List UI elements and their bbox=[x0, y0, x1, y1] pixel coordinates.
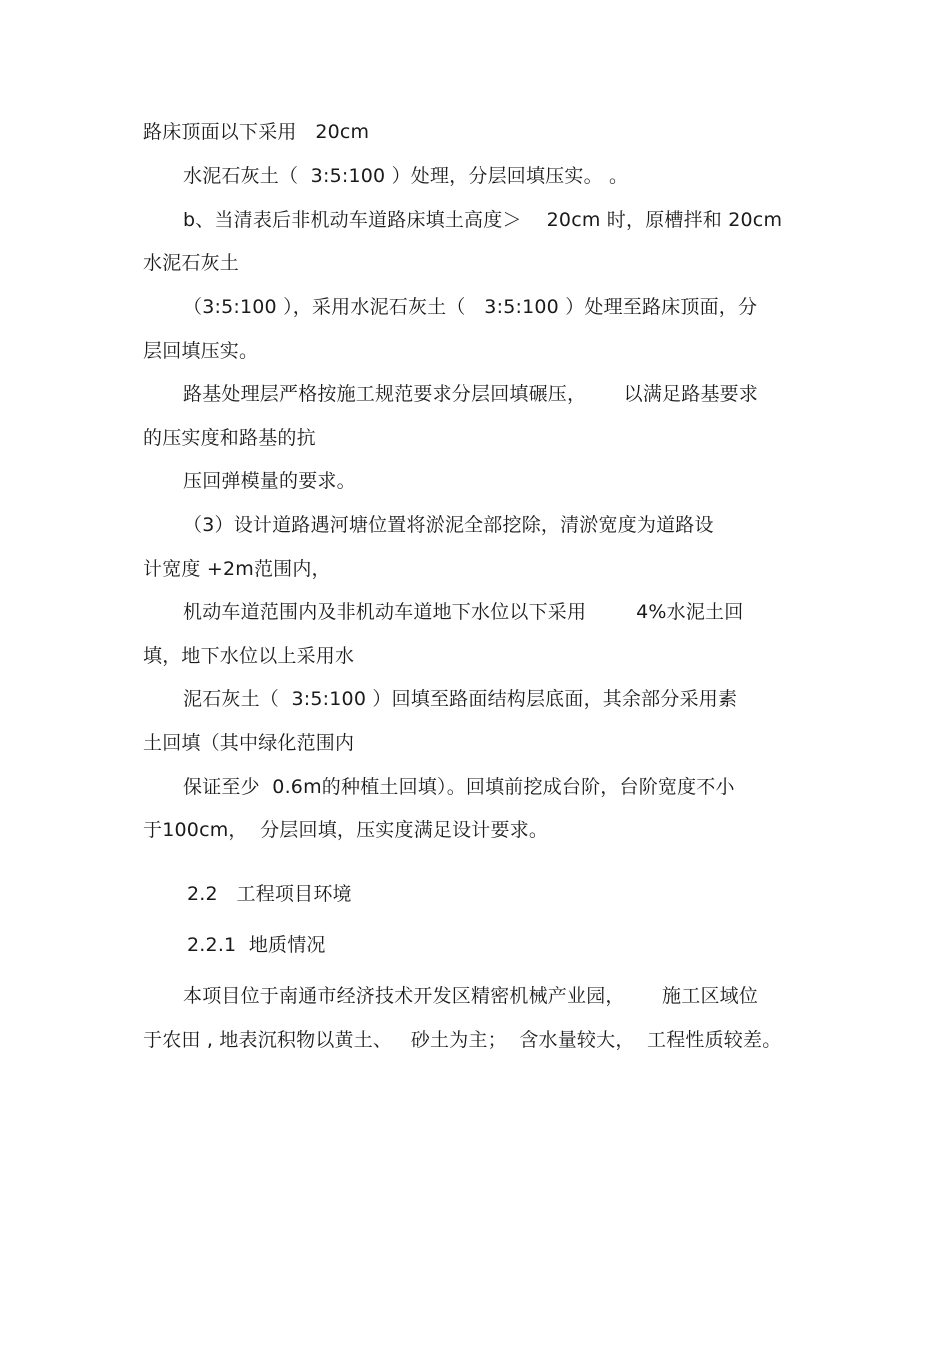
paragraph-line: 计宽度 +2m范围内， bbox=[143, 558, 331, 580]
section-heading-2-2-1: 2.2.1 地质情况 bbox=[187, 934, 326, 956]
paragraph-line: b、当清表后非机动车道路床填土高度＞ 20cm 时，原槽拌和 20cm bbox=[183, 209, 783, 231]
paragraph-line: 于100cm， 分层回填，压实度满足设计要求。 bbox=[143, 819, 549, 841]
paragraph-line: 机动车道范围内及非机动车道地下水位以下采用 4%水泥土回 bbox=[183, 601, 744, 623]
paragraph-line: 水泥石灰土（ 3:5:100 ）处理，分层回填压实。 。 bbox=[183, 165, 629, 187]
paragraph-line: 保证至少 0.6m的种植土回填）。回填前挖成台阶，台阶宽度不小 bbox=[183, 776, 735, 798]
paragraph-line: 路床顶面以下采用 20cm bbox=[143, 121, 370, 143]
paragraph-line: 压回弹模量的要求。 bbox=[183, 470, 356, 492]
paragraph-line: 填，地下水位以上采用水 bbox=[143, 645, 355, 667]
section-heading-2-2: 2.2 工程项目环境 bbox=[187, 883, 352, 905]
paragraph-line: 的压实度和路基的抗 bbox=[143, 427, 316, 449]
paragraph-line: 于农田 , 地表沉积物以黄土、 砂土为主； 含水量较大， 工程性质较差。 bbox=[143, 1029, 782, 1051]
paragraph-line: （3:5:100 ），采用水泥石灰土（ 3:5:100 ）处理至路床顶面，分 bbox=[183, 296, 758, 318]
paragraph-line: （3）设计道路遇河塘位置将淤泥全部挖除，清淤宽度为道路设 bbox=[183, 514, 714, 536]
paragraph-line: 泥石灰土（ 3:5:100 ）回填至路面结构层底面，其余部分采用素 bbox=[183, 688, 738, 710]
paragraph-line: 土回填（其中绿化范围内 bbox=[143, 732, 355, 754]
paragraph-line: 路基处理层严格按施工规范要求分层回填碾压， 以满足路基要求 bbox=[183, 383, 759, 405]
paragraph-line: 水泥石灰土 bbox=[143, 252, 240, 274]
paragraph-line: 本项目位于南通市经济技术开发区精密机械产业园， 施工区域位 bbox=[183, 985, 759, 1007]
paragraph-line: 层回填压实。 bbox=[143, 340, 259, 362]
